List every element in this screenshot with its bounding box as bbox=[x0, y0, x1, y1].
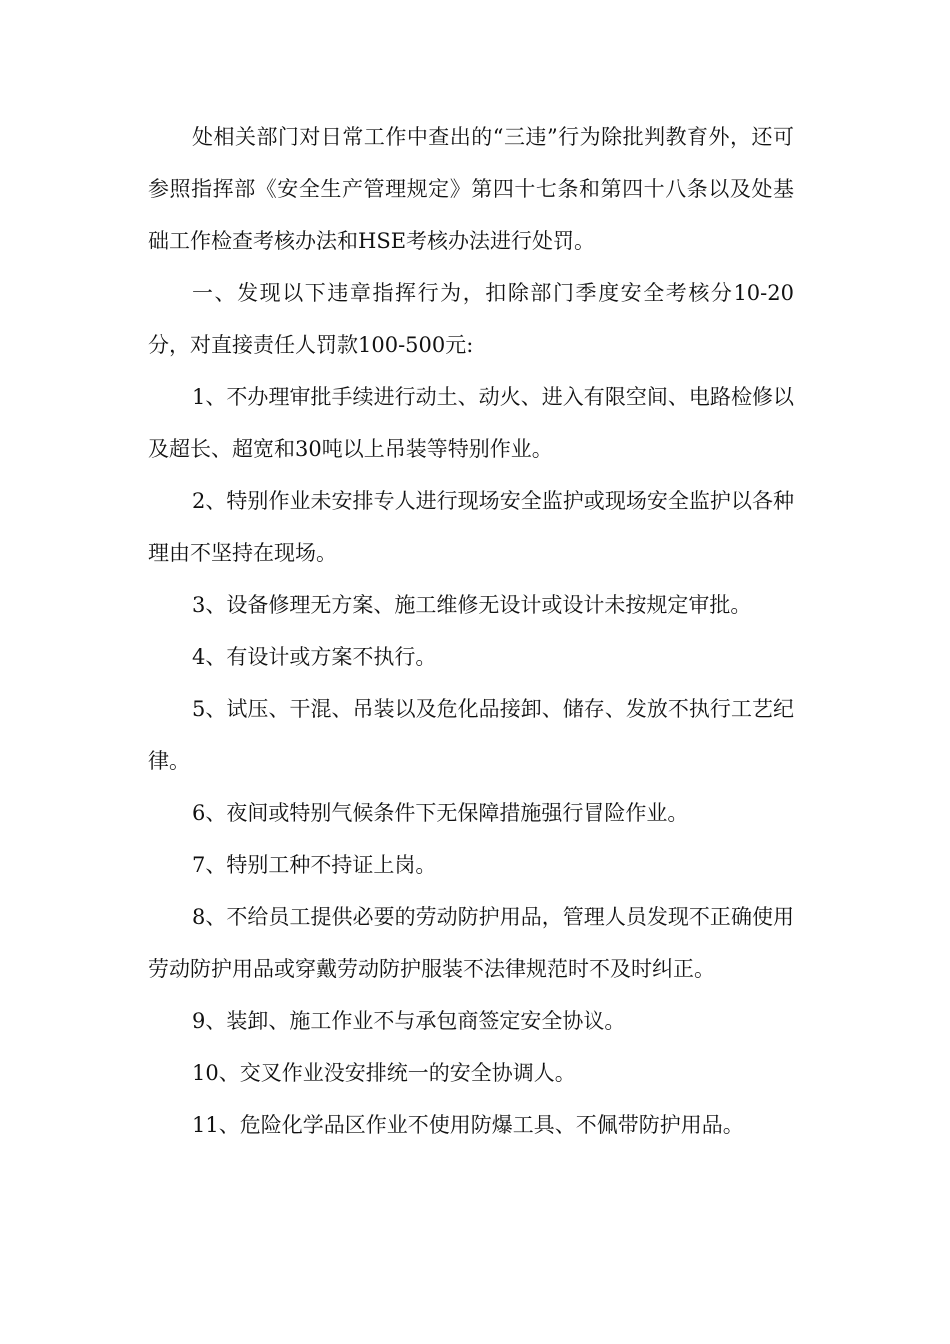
list-item-10: 10、交叉作业没安排统一的安全协调人。 bbox=[192, 1061, 576, 1085]
list-item-9: 9、装卸、施工作业不与承包商签定安全协议。 bbox=[192, 1009, 626, 1033]
paragraph-intro: 处相关部门对日常工作中查出的“三违”行为除批判教育外，还可参照指挥部《安全生产管理规定》第四十七条和第四十八条以及处基础工作检查考核办法和HSE考核办法进行处罚。 bbox=[148, 125, 794, 253]
list-item-5: 5、试压、干混、吊装以及危化品接卸、储存、发放不执行工艺纪律。 bbox=[148, 697, 794, 773]
list-item-1: 1、不办理审批手续进行动土、动火、进入有限空间、电路检修以及超长、超宽和30吨以上吊装等特别作业。 bbox=[148, 385, 794, 461]
list-item-6: 6、夜间或特别气候条件下无保障措施强行冒险作业。 bbox=[192, 801, 689, 825]
paragraph-section-1-heading: 一、发现以下违章指挥行为，扣除部门季度安全考核分10-20分，对直接责任人罚款100-500元: bbox=[148, 281, 794, 357]
list-item-2: 2、特别作业未安排专人进行现场安全监护或现场安全监护以各种理由不坚持在现场。 bbox=[148, 489, 794, 565]
list-item-8: 8、不给员工提供必要的劳动防护用品，管理人员发现不正确使用劳动防护用品或穿戴劳动防护服装不法律规范时不及时纠正。 bbox=[148, 905, 794, 981]
list-item-3: 3、设备修理无方案、施工维修无设计或设计未按规定审批。 bbox=[192, 593, 752, 617]
document-body bbox=[148, 111, 794, 1151]
list-item-11: 11、危险化学品区作业不使用防爆工具、不佩带防护用品。 bbox=[192, 1113, 744, 1137]
list-item-7: 7、特别工种不持证上岗。 bbox=[192, 853, 437, 877]
list-item-4: 4、有设计或方案不执行。 bbox=[192, 645, 437, 669]
